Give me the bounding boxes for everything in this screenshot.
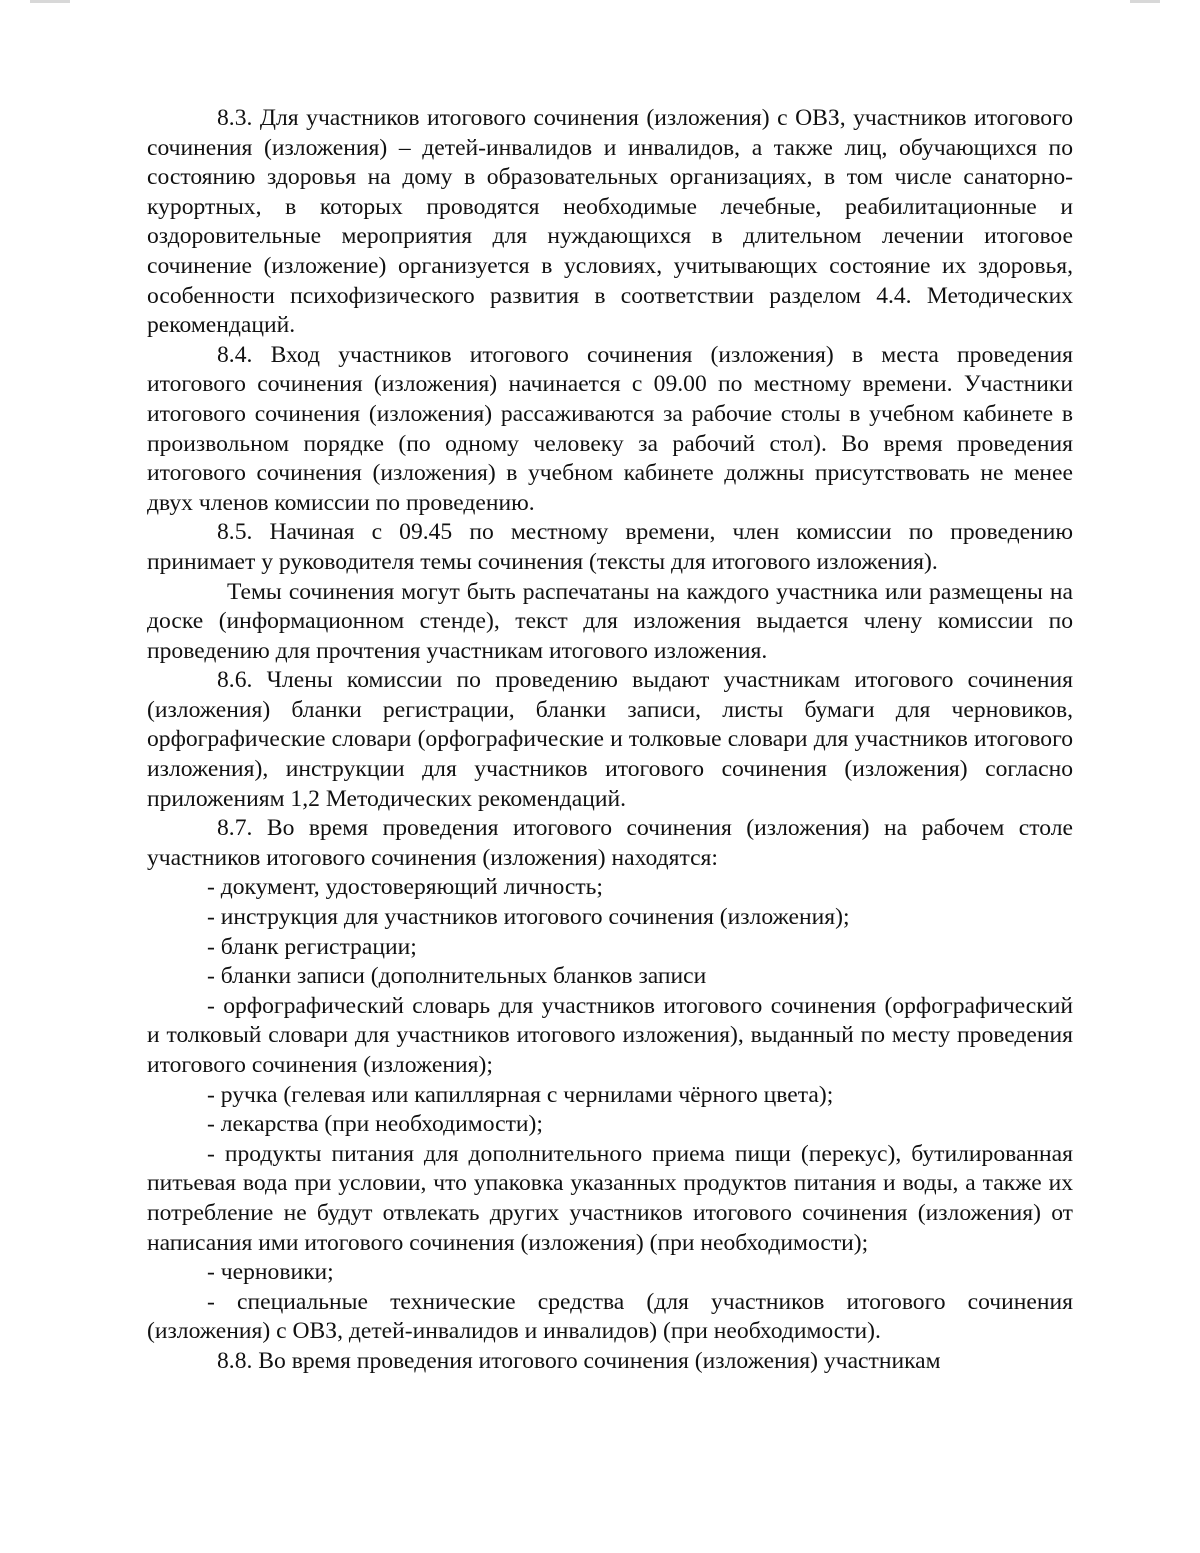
- paragraph-8-5: 8.5. Начиная с 09.45 по местному времени, член комиссии по проведению принимает у руководителя темы сочинения (тексты для итогового изложения).: [147, 519, 1073, 575]
- paragraph-8-3: 8.3. Для участников итогового сочинения (изложения) с ОВЗ, участников итогового сочинения (изложения) – детей-инвалидов и инвалидов, а также лиц, обучающихся по состоянию здоровья на дому в образовательных организациях, в том числе санаторно-курортных, в которых проводятся необходимые лечебные, реабилитационные и оздоровительные мероприятия для нуждающихся в длительном лечении итоговое сочинение (изложение) организуется в условиях, учитывающих состояние их здоровья, особенности психофизического развития в соответствии разделом 4.4. Методических рекомендаций.: [147, 105, 1073, 339]
- list-item: - орфографический словарь для участников итогового сочинения (орфографический и толковый словари для участников итогового изложения), выданный по месту проведения итогового сочинения (изложения);: [147, 992, 1073, 1078]
- list-item: - специальные технические средства (для участников итогового сочинения (изложения) с ОВЗ, детей-инвалидов и инвалидов) (при необходимости).: [147, 1288, 1073, 1345]
- list-item: - продукты питания для дополнительного приема пищи (перекус), бутилированная питьевая вода при условии, что упаковка указанных продуктов питания и воды, а также их потребление не будут отвлекать других участников итогового сочинения (изложения) от написания ими итогового сочинения (изложения) (при необходимости);: [147, 1140, 1073, 1256]
- paragraph-8-4: 8.4. Вход участников итогового сочинения (изложения) в места проведения итогового сочинения (изложения) начинается с 09.00 по местному времени. Участники итогового сочинения (изложения) рассаживаются за рабочие столы в учебном кабинете в произвольном порядке (по одному человеку за рабочий стол). Во время проведения итогового сочинения (изложения) в учебном кабинете должны присутствовать не менее двух членов комиссии по проведению.: [147, 341, 1073, 516]
- list-item: - ручка (гелевая или капиллярная с чернилами чёрного цвета);: [207, 1081, 834, 1108]
- document-page: [147, 104, 1073, 1377]
- list-item: - черновики;: [207, 1259, 334, 1286]
- paragraph-8-7: 8.7. Во время проведения итогового сочинения (изложения) на рабочем столе участников итогового сочинения (изложения) находятся:: [147, 815, 1073, 871]
- scan-edge-mark: [30, 0, 70, 3]
- list-item: - бланки записи (дополнительных бланков записи: [207, 963, 707, 990]
- paragraph-8-8: 8.8. Во время проведения итогового сочинения (изложения) участникам: [217, 1347, 941, 1374]
- scan-edge-mark: [1130, 0, 1160, 3]
- list-item: - лекарства (при необходимости);: [207, 1111, 543, 1138]
- list-item: - документ, удостоверяющий личность;: [207, 874, 603, 901]
- list-item: - бланк регистрации;: [207, 933, 417, 960]
- paragraph-8-5-topics: Темы сочинения могут быть распечатаны на каждого участника или размещены на доске (информационном стенде), текст для изложения выдается члену комиссии по проведению для прочтения участникам итогового изложения.: [147, 578, 1073, 664]
- list-item: - инструкция для участников итогового сочинения (изложения);: [207, 904, 850, 931]
- paragraph-8-6: 8.6. Члены комиссии по проведению выдают участникам итогового сочинения (изложения) бланки регистрации, бланки записи, листы бумаги для черновиков, орфографические словари (орфографические и толковые словари для участников итогового изложения), инструкции для участников итогового сочинения (изложения) согласно приложениям 1,2 Методических рекомендаций.: [147, 667, 1073, 812]
